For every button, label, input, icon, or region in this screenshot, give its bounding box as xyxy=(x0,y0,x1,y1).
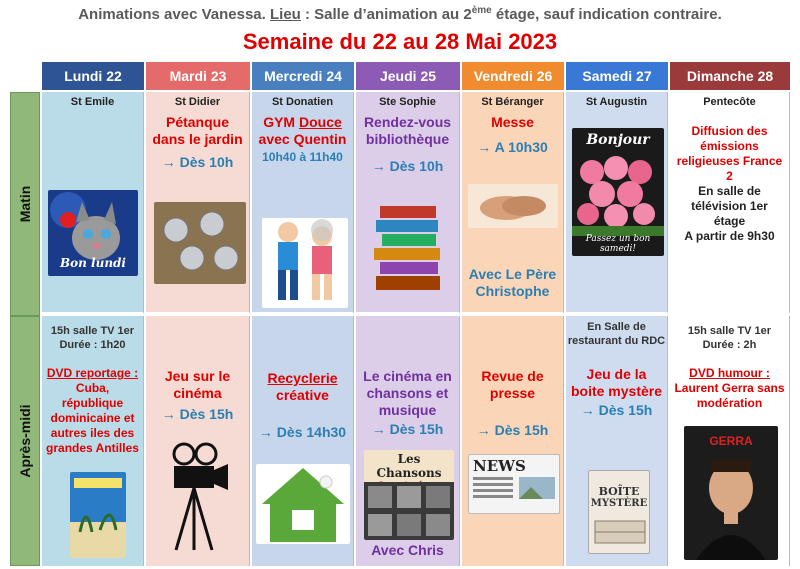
day-header-tuesday: Mardi 23 xyxy=(146,62,252,90)
tuesday-pm-activity: Jeu sur le cinéma xyxy=(164,368,231,401)
sunday-am-time: A partir de 9h30 xyxy=(684,229,775,243)
thursday-am-time: → Dès 10h xyxy=(371,158,444,174)
saint-thursday: Ste Sophie xyxy=(379,96,436,108)
wednesday-am-time: 10h40 à 11h40 xyxy=(262,150,343,164)
day-column-friday xyxy=(462,62,566,566)
day-header-saturday: Samedi 27 xyxy=(566,62,670,90)
saint-friday: St Béranger xyxy=(481,96,544,108)
monday-pm-duration: Durée : 1h20 xyxy=(59,339,126,351)
thursday-am-activity: Rendez-vous bibliothèque xyxy=(363,114,452,147)
afternoon-cell-tuesday xyxy=(146,316,250,566)
morning-side-label: Matin xyxy=(10,92,40,316)
sunday-am-activity: Diffusion des émissions religieuses France 2 xyxy=(676,124,783,183)
saturday-pm-place: En Salle de restaurant du RDC xyxy=(567,321,666,347)
sunday-pm-desc: Laurent Gerra sans modération xyxy=(674,381,785,410)
thursday-pm-activity: Le cinéma en chansons et musique xyxy=(363,368,452,418)
morning-cell-monday xyxy=(42,92,144,314)
morning-cell-friday xyxy=(462,92,564,314)
day-column-saturday xyxy=(566,62,670,566)
newspaper-image xyxy=(468,454,560,514)
kitten-caption: Bon lundi xyxy=(59,256,126,270)
gerra-dvd-text: GERRA xyxy=(709,434,753,448)
thursday-pm-guest: Avec Chris xyxy=(371,542,444,558)
sunday-pm-place: 15h salle TV 1er xyxy=(687,325,772,337)
sunday-am-place: En salle de télévision 1er étage xyxy=(691,184,768,228)
film-camera-image xyxy=(168,442,230,552)
wednesday-pm-time: → Dès 14h30 xyxy=(258,424,347,440)
day-header-sunday: Dimanche 28 xyxy=(670,62,790,90)
morning-cell-tuesday xyxy=(146,92,250,314)
roses-bonjour-image xyxy=(572,128,664,256)
roses-bonjour-text-bottom: Passez un bon samedi! xyxy=(585,234,651,254)
friday-pm-time: → Dès 15h xyxy=(476,422,549,438)
books-image xyxy=(374,202,444,294)
mystery-box-text-b: MYSTÈRE xyxy=(590,498,648,509)
monday-pm-place: 15h salle TV 1er xyxy=(50,325,135,337)
sunday-pm-duration: Durée : 2h xyxy=(702,339,757,351)
day-header-monday: Lundi 22 xyxy=(42,62,146,90)
day-column-monday xyxy=(42,62,146,566)
newspaper-text: NEWS xyxy=(473,457,526,475)
afternoon-cell-wednesday xyxy=(252,316,354,566)
friday-am-time: → A 10h30 xyxy=(477,139,548,155)
wednesday-pm-activity: Recyclerie créative xyxy=(267,370,338,403)
monday-pm-title: DVD reportage : xyxy=(46,366,139,380)
saturday-pm-activity: Jeu de la boite mystère xyxy=(570,366,663,399)
wednesday-am-activity: GYM Douce avec Quentin xyxy=(258,114,347,147)
morning-cell-saturday xyxy=(566,92,668,314)
afternoon-side-label: Après-midi xyxy=(10,316,40,566)
day-header-friday: Vendredi 26 xyxy=(462,62,566,90)
afternoon-cell-friday xyxy=(462,316,564,566)
day-column-wednesday xyxy=(252,62,356,566)
monday-pm-desc: Cuba, république dominicaine et autres iles des grandes Antilles xyxy=(46,381,139,455)
chansons-cinema-image xyxy=(364,450,454,540)
morning-cell-wednesday xyxy=(252,92,354,314)
saint-monday: St Emile xyxy=(70,96,115,108)
morning-cell-sunday xyxy=(670,92,790,314)
friday-am-activity: Messe xyxy=(491,114,534,130)
afternoon-cell-saturday xyxy=(566,316,668,566)
kitten-image xyxy=(48,190,138,276)
holding-hands-image xyxy=(468,184,558,228)
roses-bonjour-text-top: Bonjour xyxy=(586,132,650,148)
day-column-tuesday xyxy=(146,62,252,566)
afternoon-cell-sunday xyxy=(670,316,790,566)
mystery-box-text-a: BOÎTE xyxy=(598,485,640,498)
day-header-thursday: Jeudi 25 xyxy=(356,62,462,90)
green-house-image xyxy=(256,464,350,544)
week-title: Semaine du 22 au 28 Mai 2023 xyxy=(242,29,558,54)
chansons-cinema-text-a: Les Chansons xyxy=(376,452,442,480)
afternoon-cell-thursday xyxy=(356,316,460,566)
afternoon-cell-monday xyxy=(42,316,144,566)
day-column-sunday xyxy=(670,62,790,566)
gym-seniors-image xyxy=(262,218,348,308)
saturday-pm-time: → Dès 15h xyxy=(580,402,653,418)
tuesday-am-activity: Pétanque dans le jardin xyxy=(152,114,243,147)
saint-saturday: St Augustin xyxy=(585,96,648,108)
tuesday-am-time: → Dès 10h xyxy=(161,154,234,170)
header-subtitle: Animations avec Vanessa. Lieu : Salle d’animation au 2ème étage, sauf indication contraire. xyxy=(78,5,722,23)
petanque-image xyxy=(154,202,246,284)
saint-sunday: Pentecôte xyxy=(703,96,756,108)
tuesday-pm-time: → Dès 15h xyxy=(161,406,234,422)
friday-am-guest: Avec Le Père Christophe xyxy=(468,266,557,299)
day-column-thursday xyxy=(356,62,462,566)
friday-pm-activity: Revue de presse xyxy=(481,368,544,401)
day-header-wednesday: Mercredi 24 xyxy=(252,62,356,90)
thursday-pm-time: → Dès 15h xyxy=(371,421,444,437)
mystery-box-image xyxy=(588,470,650,554)
dvd-cuba-image xyxy=(70,472,126,558)
laurent-gerra-dvd-image xyxy=(684,426,778,560)
sunday-pm-title: DVD humour : xyxy=(689,366,770,380)
saint-tuesday: St Didier xyxy=(174,96,221,108)
schedule-grid xyxy=(10,62,790,566)
saint-wednesday: St Donatien xyxy=(271,96,334,108)
morning-cell-thursday xyxy=(356,92,460,314)
